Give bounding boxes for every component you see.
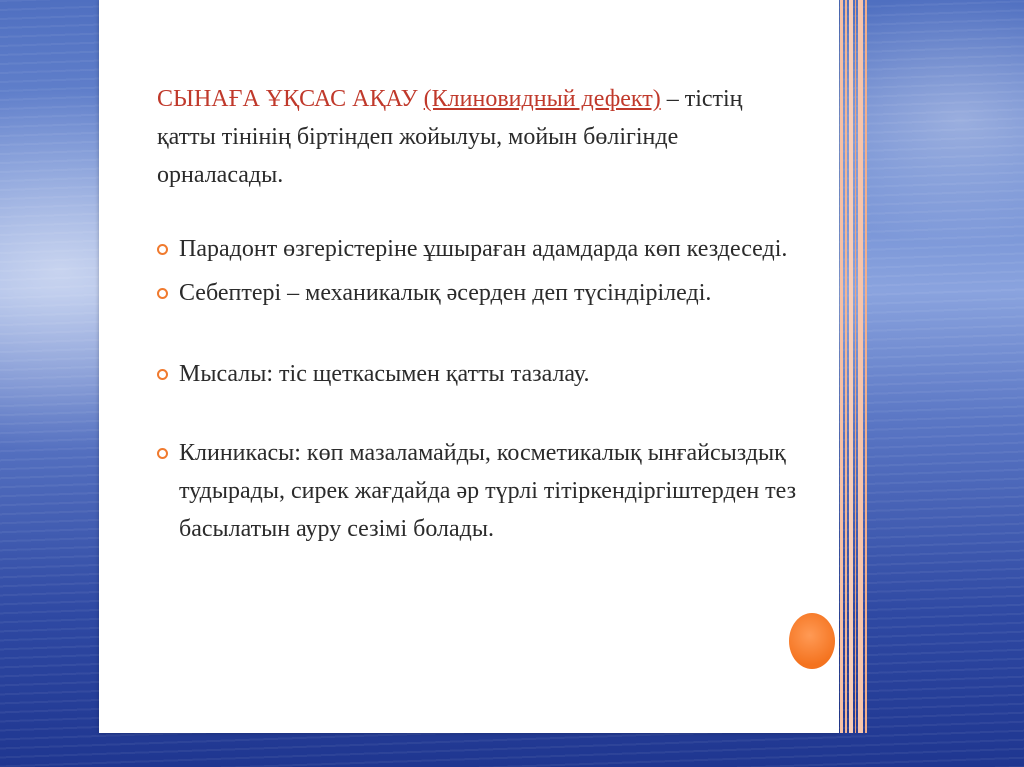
bullet-text: Клиникасы: көп мазаламайды, косметикалық ынғайсыздық тудырады, сирек жағдайда әр түрлі тітіркендіргіштерден тез басылатын ауру сезімі болады.	[179, 440, 797, 542]
hollow-circle-bullet-icon	[157, 244, 168, 255]
title-term: СЫНАҒА ҰҚСАС АҚАУ	[157, 86, 418, 112]
list-item	[157, 355, 797, 393]
bullet-text: Парадонт өзгерістеріне ұшыраған адамдарда көп кездеседі.	[179, 236, 788, 262]
border-stripe	[858, 0, 863, 733]
slide-content	[157, 80, 797, 548]
border-stripe	[840, 0, 843, 733]
border-stripe	[865, 0, 867, 733]
list-item	[157, 434, 797, 548]
bullet-list	[157, 230, 797, 548]
border-stripe	[855, 0, 856, 733]
list-item	[157, 274, 797, 312]
list-item	[157, 230, 797, 268]
title-reference-link[interactable]: (Клиновидный дефект)	[423, 86, 661, 112]
hollow-circle-bullet-icon	[157, 369, 168, 380]
bullet-text: Мысалы: тіс щеткасымен қатты тазалау.	[179, 361, 590, 387]
hollow-circle-bullet-icon	[157, 288, 168, 299]
slide-canvas	[99, 0, 871, 733]
bullet-text: Себептері – механикалық әсерден деп түсіндіріледі.	[179, 280, 712, 306]
border-stripe	[849, 0, 853, 733]
orange-circle-decoration	[789, 613, 835, 669]
intro-paragraph	[157, 80, 797, 194]
slide-page	[99, 0, 839, 733]
intro-definition: – тістің қатты тінінің біртіндеп жойылуы, мойын бөлігінде орналасады.	[157, 86, 743, 188]
border-stripe	[845, 0, 847, 733]
hollow-circle-bullet-icon	[157, 448, 168, 459]
